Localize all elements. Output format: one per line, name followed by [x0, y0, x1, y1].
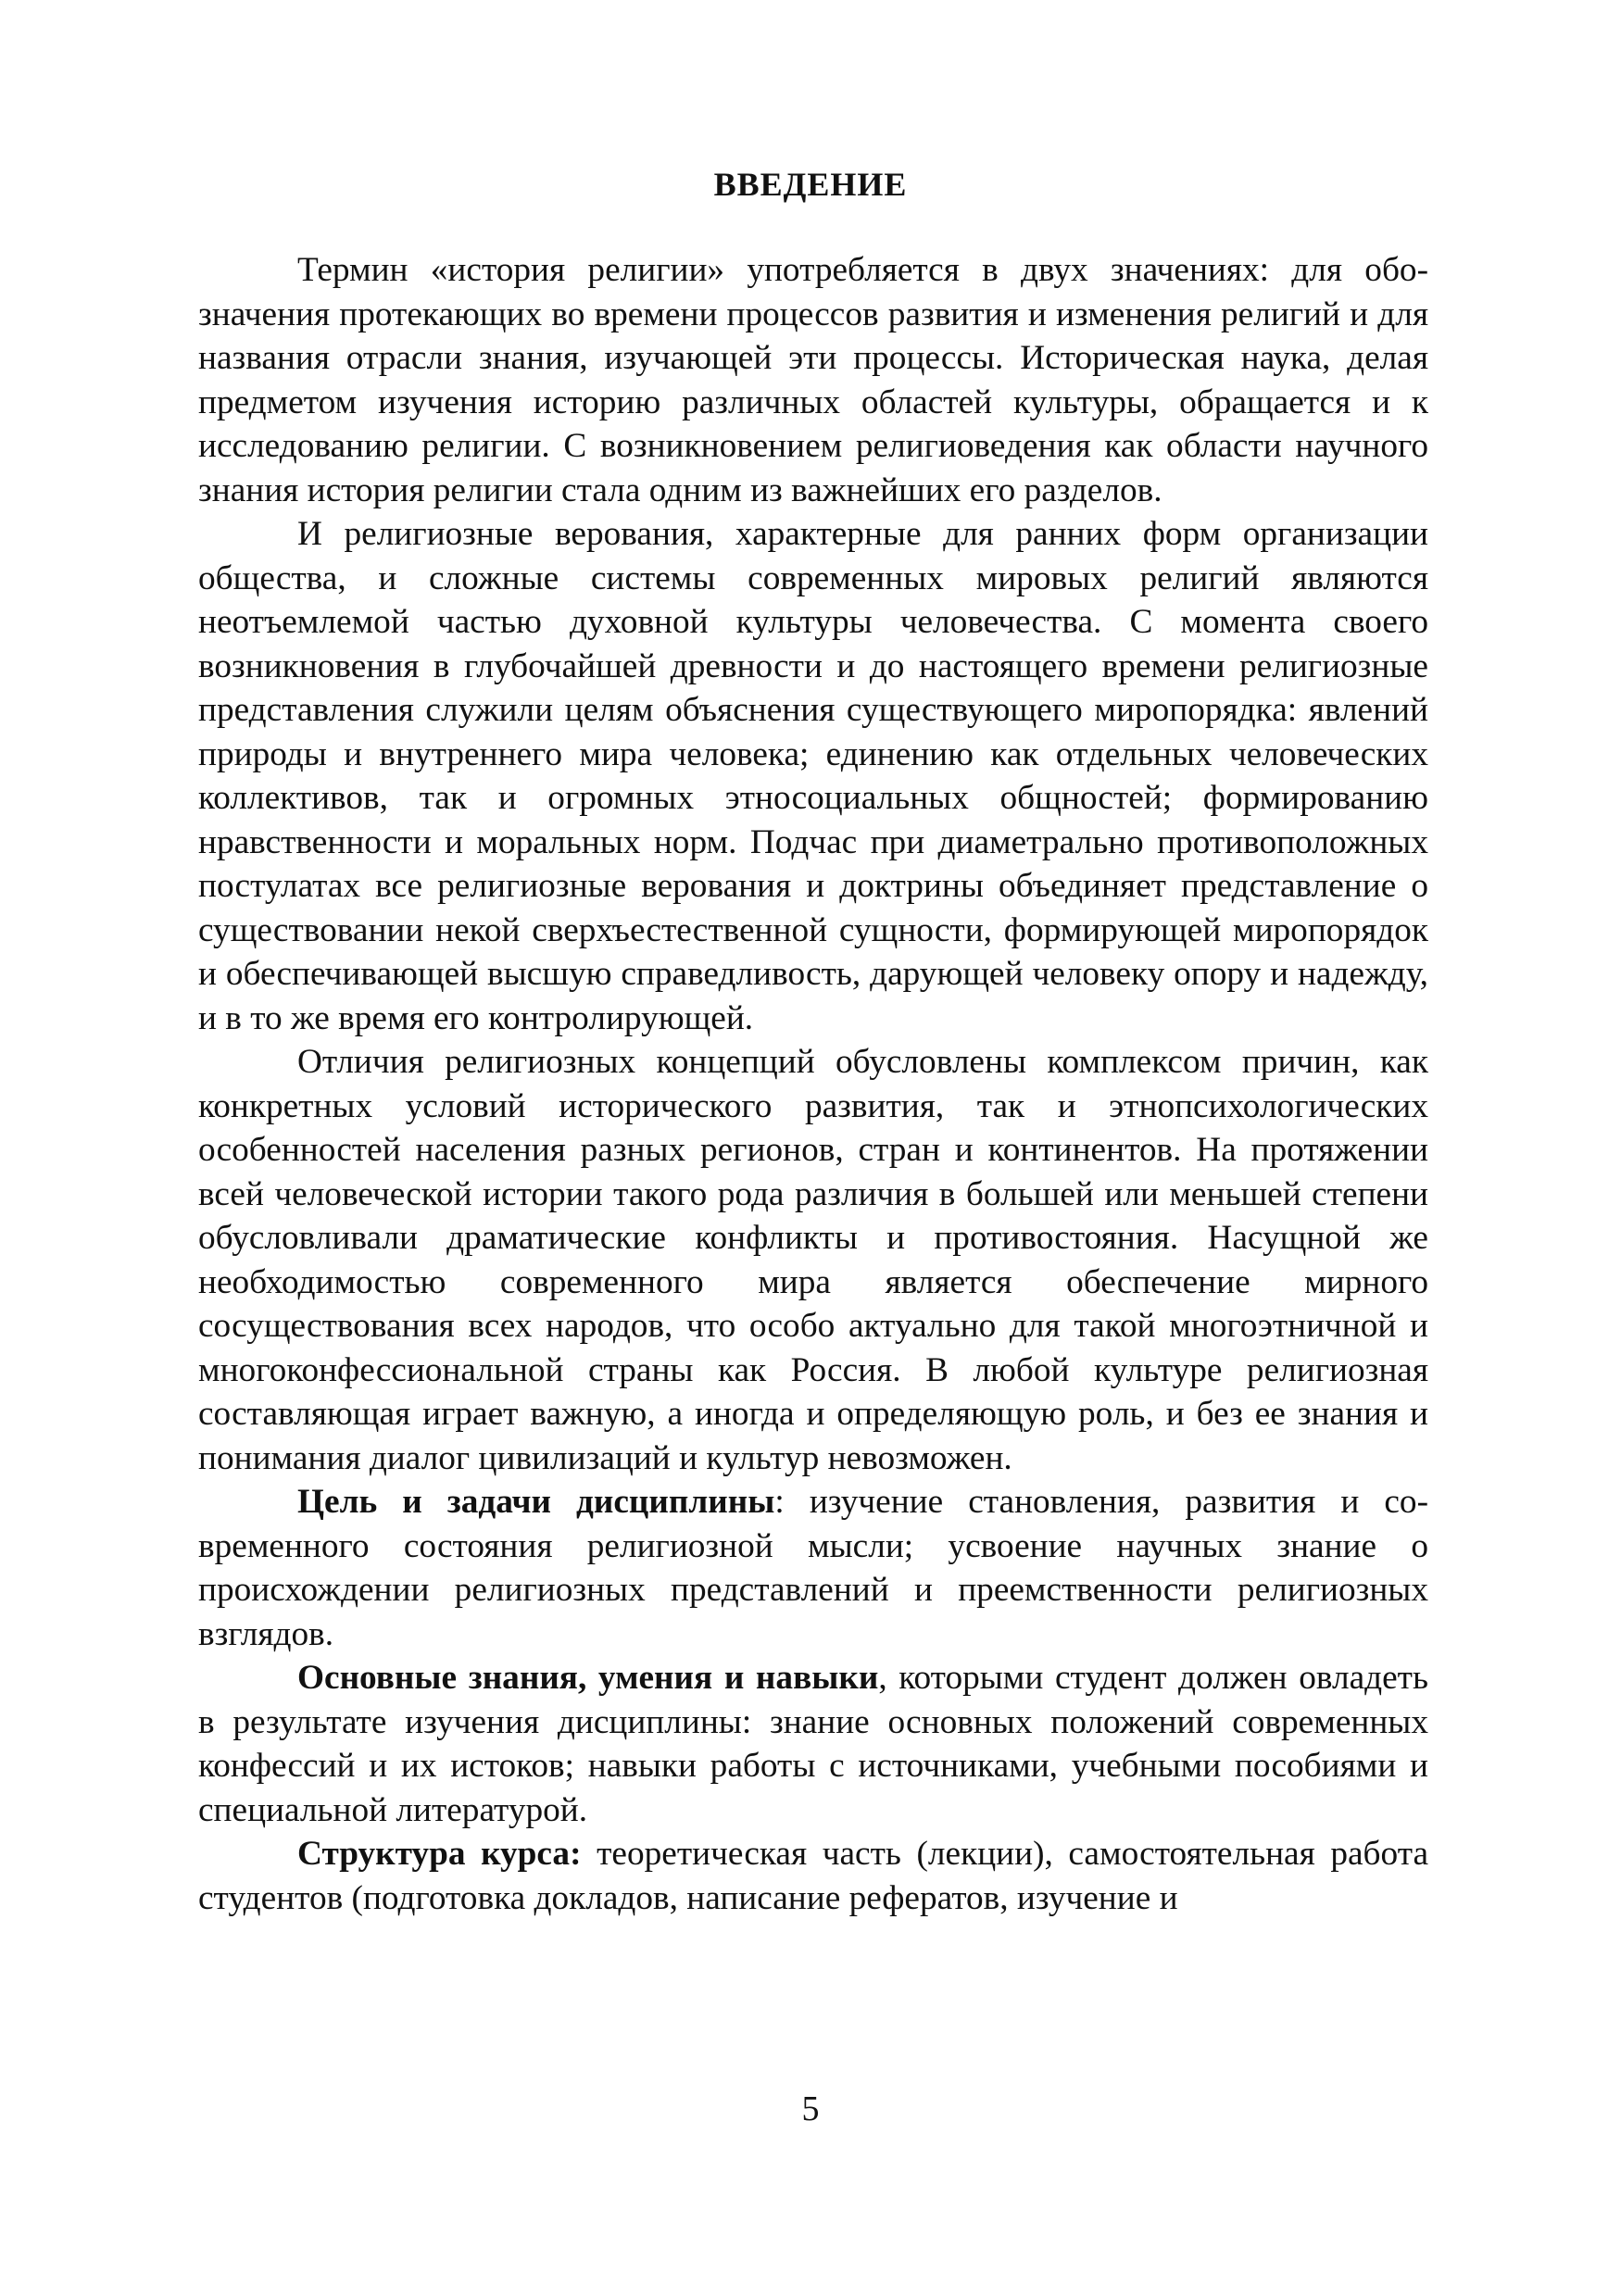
paragraph-text: : изучение становления, развития и современного состояния религиозной мысли; усвоение научных знание о происхождении религиозных представлений и преемственности религиозных взглядов. — [198, 1483, 1428, 1653]
paragraph-differences — [198, 1040, 1428, 1480]
paragraph-text: , которыми студент должен овладеть в результате изучения дисциплины: знание основных положений современных конфессий и их истоков; навыки работы с источниками, учебными пособиями и специальной литературой. — [198, 1659, 1428, 1829]
paragraph-goals — [198, 1480, 1428, 1656]
paragraph-lead-bold: Цель и задачи дисциплины — [297, 1483, 775, 1521]
paragraph-text: теоретическая часть (лекции), самостоятельная работа студентов (подготовка докладов, написание рефератов, изучение и — [198, 1835, 1429, 1917]
paragraph-religious-beliefs — [198, 512, 1428, 1040]
paragraph-text: Термин «история религии» употребляется в двух значениях: для обозначения протекающих во времени процессов развития и изменения религий и для названия отрасли знания, изучающей эти процессы. Историческая наука, делая предметом изучения историю различных областей культуры, обращается и к исследованию религии. С возникновением религиоведения как области научного знания история религии стала одним из важнейших его разделов. — [198, 251, 1428, 509]
paragraph-lead-bold: Структура курса: — [297, 1835, 582, 1873]
section-heading: ВВЕДЕНИЕ — [713, 166, 908, 203]
paragraph-text: Отличия религиозных концепций обусловлены комплексом причин, как конкретных условий исторического развития, так и этнопсихологических особенностей населения разных регионов, стран и континентов. На протяжении всей человеческой истории такого рода различия в большей или меньшей степени обусловливали драматические конфликты и противостояния. Насущной же необходимостью современного мира является обеспечение мирного сосуществования всех народов, что особо актуально для такой многоэтничной и многоконфессиональной страны как Россия. В любой культуре религиозная составляющая играет важную, а иногда и определяющую роль, и без ее знания и понимания диалог цивилизаций и культур невозможен. — [198, 1043, 1428, 1477]
paragraph-skills — [198, 1656, 1428, 1832]
paragraph-term-history — [198, 248, 1428, 512]
paragraph-structure — [198, 1832, 1428, 1920]
paragraph-lead-bold: Основные знания, умения и навыки — [297, 1659, 879, 1697]
page-number: 5 — [801, 2089, 820, 2128]
paragraph-text: И религиозные верования, характерные для ранних форм организации общества, и сложные системы современных мировых религий являются неотъемлемой частью духовной культуры человечества. С момента своего возникновения в глубочайшей древности и до настоящего времени религиозные представления служили целям объяснения существующего миропорядка: явлений природы и внутреннего мира человека; единению как отдельных человеческих коллективов, так и огромных этносоциальных общностей; формированию нравственности и моральных норм. Подчас при диаметрально противоположных постулатах все религиозные верования и доктрины объединяет представление о существовании некой сверхъестественной сущности, формирующей миропорядок и обеспечивающей высшую справедливость, дарующей человеку опору и надежду, и в то же время его контролирующей. — [198, 515, 1428, 1037]
body-text — [198, 248, 1428, 1920]
